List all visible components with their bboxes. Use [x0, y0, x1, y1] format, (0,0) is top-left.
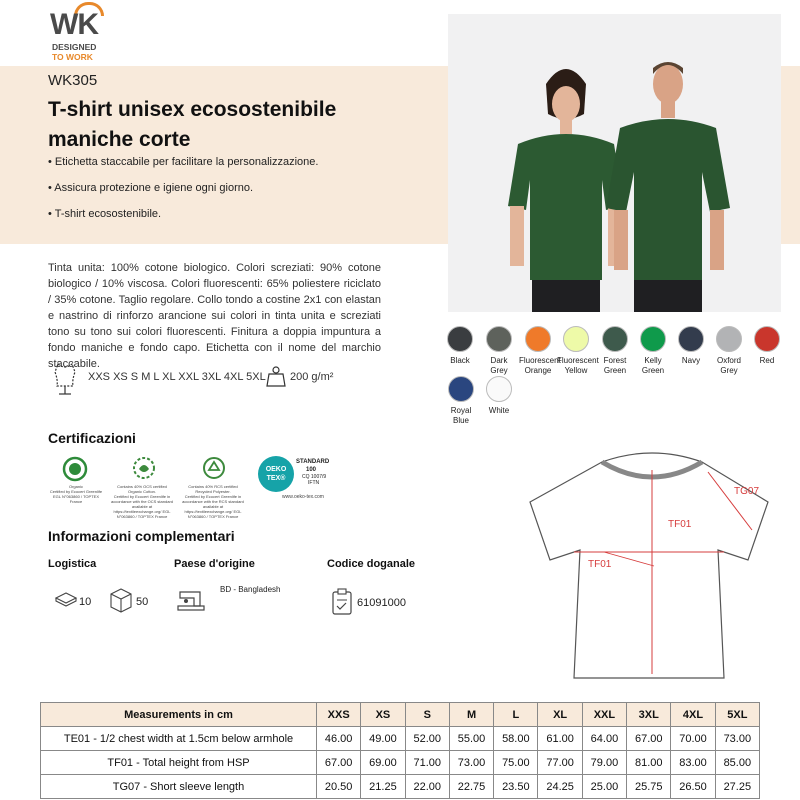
swatch-white[interactable]: White — [480, 376, 518, 416]
oeko-tex-badge: OEKO TEX® — [258, 456, 294, 492]
feature-list — [48, 156, 318, 234]
certifications-title: Certificazioni — [48, 430, 136, 446]
cert-organic: Organic Certified by Ecocert Greenlife EGL N°063860 / TOPTEX France — [48, 456, 104, 502]
swatch-kelly-green[interactable]: Kelly Green — [634, 326, 672, 376]
model-woman — [508, 69, 624, 312]
product-description: Tinta unita: 100% cotone biologico. Colori screziati: 90% cotone biologico / 10% viscosa. Colori fluorescenti: 65% poliestere riciclato / 35% cotone. Taglio regolare. Collo tondo a costine 2x1 con elastan e nastrino di rinforzo arancione sui colori in tinta unita e screziati tono su tono sui colori fluorescenti. Finitura a doppia impuntura a fondo maniche e fondo capo. Etichetta con il nome del marchio staccabile. — [48, 262, 381, 370]
models-illustration — [448, 14, 781, 312]
pack-small-qty: 10 — [79, 596, 92, 608]
cert-rcs: Contains 40% RCS certified Recycled Polyester. Certified by Ecocert Greenlife in accordance with the RCS standard available at https://textileexchange.org/ EGL N°063860 / TOPTEX France — [180, 456, 246, 502]
label-te01: TF01 — [588, 559, 612, 570]
swatch-forest-green[interactable]: Forest Green — [596, 326, 634, 376]
measurements-table — [40, 702, 760, 799]
sizes-row — [48, 362, 388, 396]
logistics-label: Logistica — [48, 558, 97, 570]
small-pack-icon — [54, 590, 78, 608]
swatch-fluorescent-orange[interactable]: Fluorescent Orange — [519, 326, 557, 376]
swatch-oxford-grey[interactable]: Oxford Grey — [710, 326, 748, 376]
swatch-black[interactable]: Black — [441, 326, 479, 366]
pack-large-qty: 50 — [136, 596, 149, 608]
swatch-navy[interactable]: Navy — [672, 326, 710, 366]
label-tf01: TF01 — [668, 519, 692, 530]
table-row: TE01 - 1/2 chest width at 1.5cm below armhole 46.00 49.00 52.00 55.00 58.00 61.00 64.00 67.00 70.00 73.00 — [41, 727, 760, 751]
table-row: TF01 - Total height from HSP 67.00 69.00 71.00 73.00 75.00 77.00 79.00 81.00 83.00 85.00 — [41, 751, 760, 775]
mannequin-icon — [48, 362, 82, 396]
feature-item: • T-shirt ecosostenibile. — [48, 208, 162, 220]
box-icon — [108, 587, 134, 613]
clipboard-icon — [331, 588, 353, 616]
rcs-icon — [202, 456, 226, 480]
info-title: Informazioni complementari — [48, 528, 235, 544]
ocs-icon — [132, 456, 156, 480]
table-header-row: Measurements in cm XXS XS S M L XL XXL 3XL 4XL 5XL — [41, 703, 760, 727]
customs-value: 61091000 — [357, 597, 406, 609]
logo-tagline-2: TO WORK — [52, 52, 93, 62]
swatch-fluorescent-yellow[interactable]: Fluorescent Yellow — [557, 326, 595, 376]
label-tg07: TG07 — [734, 486, 760, 497]
table-row: TG07 - Short sleeve length 20.50 21.25 22.00 22.75 23.50 24.25 25.00 25.75 26.50 27.25 — [41, 775, 760, 799]
product-ref: WK305 — [48, 72, 98, 89]
origin-value: BD - Bangladesh — [220, 585, 281, 594]
swatch-dark-grey[interactable]: Dark Grey — [480, 326, 518, 376]
swatch-royal-blue[interactable]: Royal Blue — [442, 376, 480, 426]
sewing-machine-icon — [176, 586, 206, 614]
weight-icon — [266, 366, 286, 388]
product-title: T-shirt unisex ecosostenibile maniche corte — [48, 98, 337, 151]
customs-label: Codice doganale — [327, 558, 416, 570]
feature-item: • Etichetta staccabile per facilitare la personalizzazione. — [48, 156, 319, 168]
measurement-diagram — [518, 448, 784, 684]
sizes-list: XXS XS S M L XL XXL 3XL 4XL 5XL — [88, 371, 266, 383]
logo-text: WK — [50, 8, 98, 41]
cert-ocs: Contains 40% OCS certified Organic Cotton. Certified by Ecocert Greenlife in accordance with the OCS standard available at https://textileexchange.org/ EGL N°063860 / TOPTEX France — [110, 456, 174, 502]
product-photo — [448, 14, 781, 312]
logo-tagline-1: DESIGNED — [52, 42, 97, 52]
model-man — [606, 62, 730, 312]
brand-logo — [48, 4, 112, 62]
cert-oeko-tex: OEKO TEX® STANDARD 100 CQ 1007/9 IFTN www.oeko-tex.com — [256, 456, 336, 502]
fabric-weight: 200 g/m² — [290, 371, 334, 383]
origin-label: Paese d'origine — [174, 558, 255, 570]
swatch-red[interactable]: Red — [748, 326, 786, 366]
feature-item: • Assicura protezione e igiene ogni giorno. — [48, 182, 254, 194]
organic-icon — [62, 456, 88, 482]
